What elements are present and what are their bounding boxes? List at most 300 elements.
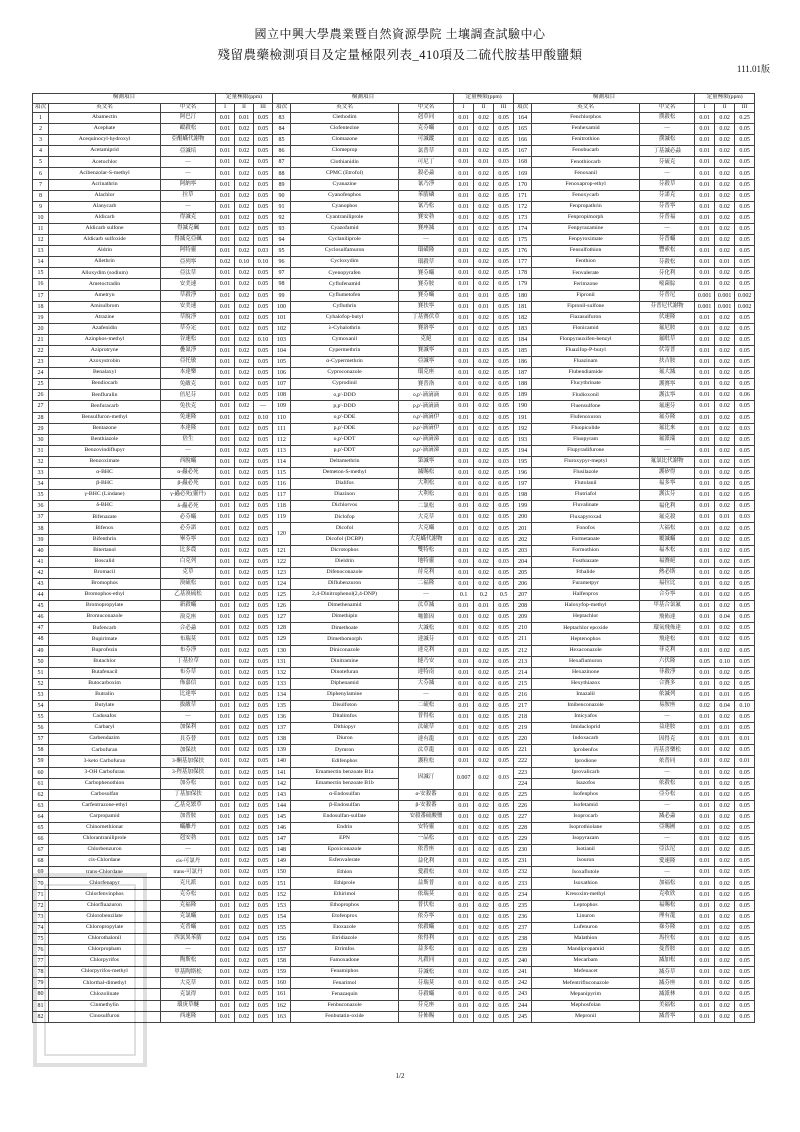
cell-chinese-name: 溴克座 [161,612,216,623]
table-row [33,634,755,645]
table-row [33,168,755,179]
cell-index: 107 [273,379,291,390]
table-row [33,734,755,745]
cell-loq: 0.01 [454,545,474,556]
cell-index: 54 [33,700,49,711]
cell-english-name: Lufenuron [532,922,640,933]
cell-loq: 0.02 [715,323,735,334]
cell-loq: 0.01 [695,190,715,201]
cell-index: 63 [33,800,49,811]
cell-loq: 0.05 [254,778,273,789]
cell-index: 117 [273,490,291,501]
table-row [33,900,755,911]
cell-loq: 0.01 [695,479,715,490]
cell-chinese-name: 布芬淨 [161,645,216,656]
cell-chinese-name: — [640,712,695,723]
cell-index: 165 [514,124,532,135]
cell-loq: 0.05 [494,612,514,623]
cell-chinese-name: 氟速芬 [640,401,695,412]
cell-loq: 0.01 [216,767,235,778]
cell-index: 138 [273,734,291,745]
cell-loq: 0.01 [454,867,474,878]
cell-english-name: Ametoctradin [49,279,161,290]
cell-english-name: Mepronil [532,1011,640,1022]
cell-english-name: Epoxiconazole [291,845,399,856]
cell-loq: 0.02 [715,623,735,634]
cell-chinese-name: 甲基陶斯松 [161,967,216,978]
cell-chinese-name: 福賽絕 [640,556,695,567]
cell-loq: 0.02 [715,978,735,989]
cell-index: 214 [514,667,532,678]
cell-english-name: Fenitrothion [532,135,640,146]
cell-index: 148 [273,845,291,856]
cell-chinese-name: 免敵克 [161,379,216,390]
cell-chinese-name: 依普座 [399,845,454,856]
cell-index: 136 [273,712,291,723]
cell-loq: 0.05 [494,834,514,845]
cell-index: 84 [273,124,291,135]
cell-loq: 0.02 [474,368,494,379]
cell-index: 179 [514,279,532,290]
cell-loq: 0.01 [216,190,235,201]
cell-english-name: Imidacloprid [532,723,640,734]
cell-loq: 0.01 [454,978,474,989]
cell-loq: 0.01 [216,212,235,223]
cell-loq: 0.02 [235,301,254,312]
cell-index: 16 [33,279,49,290]
cell-loq: 0.02 [474,823,494,834]
cell-loq: 0.05 [494,634,514,645]
cell-index: 168 [514,157,532,168]
cell-loq: 0.02 [474,379,494,390]
cell-loq: 0.02 [235,545,254,556]
cell-index: 98 [273,279,291,290]
cell-loq: 0.01 [454,290,474,301]
cell-loq: 0.01 [454,146,474,157]
cell-chinese-name: 氟尼胺 [640,323,695,334]
cell-loq: 0.05 [254,700,273,711]
cell-loq: 0.02 [235,856,254,867]
cell-chinese-name: 氟比來 [640,423,695,434]
cell-index: 150 [273,867,291,878]
cell-chinese-name: 賽普洛 [399,379,454,390]
cell-index: 166 [514,135,532,146]
cell-index: 103 [273,334,291,345]
cell-loq: 0.05 [254,612,273,623]
cell-index: 64 [33,811,49,822]
cell-english-name: Isotianil [532,845,640,856]
cell-loq: 0.05 [254,290,273,301]
cell-english-name: Mepanipyrim [532,989,640,1000]
cell-english-name: Dicofol [291,523,399,534]
cell-loq: 0.02 [235,900,254,911]
cell-index: 26 [33,390,49,401]
cell-english-name: Cyflufenamid [291,279,399,290]
cell-index: 111 [273,423,291,434]
cell-loq: 0.01 [454,268,474,279]
cell-loq: 0.01 [454,789,474,800]
cell-index: 81 [33,1000,49,1011]
cell-loq: 0.05 [254,379,273,390]
cell-index: 204 [514,556,532,567]
cell-loq: 0.05 [494,235,514,246]
cell-english-name: Fenarimol [291,978,399,989]
cell-index: 211 [514,634,532,645]
cell-loq: 0.01 [454,1011,474,1022]
cell-english-name: Amisulbrom [49,301,161,312]
cell-index: 25 [33,379,49,390]
cell-loq: 0.05 [494,357,514,368]
cell-english-name: Cyclosulfamuron [291,246,399,257]
cell-loq: 0.05 [735,845,755,856]
cell-loq: 0.02 [474,235,494,246]
table-row [33,456,755,467]
cell-loq: 0.01 [216,778,235,789]
cell-loq: 0.05 [494,723,514,734]
cell-english-name: Imazalil [532,689,640,700]
cell-loq: 0.05 [735,334,755,345]
cell-loq: 0.02 [715,279,735,290]
cell-english-name: Fenpyroximate [532,235,640,246]
cell-index: 197 [514,479,532,490]
cell-loq: 0.01 [216,567,235,578]
cell-english-name: Acetamiprid [49,146,161,157]
cell-loq: 0.02 [235,700,254,711]
cell-english-name: β-BHC [49,479,161,490]
cell-chinese-name: 克芬松 [161,889,216,900]
cell-index: 60 [33,767,49,778]
cell-index: 113 [273,445,291,456]
cell-english-name: Clomazone [291,135,399,146]
cell-chinese-name: 亞汰尼 [640,845,695,856]
cell-chinese-name: 熱必斯 [640,567,695,578]
cell-loq: 0.05 [735,712,755,723]
cell-chinese-name: 氟克殺 [640,512,695,523]
cell-loq: 0.05 [494,667,514,678]
cell-index: 20 [33,323,49,334]
cell-loq: 0.02 [474,456,494,467]
cell-english-name: p,p'-DDT [291,445,399,456]
cell-loq: 0.05 [494,423,514,434]
cell-loq: 0.01 [216,712,235,723]
cell-index: 236 [514,911,532,922]
cell-loq: 0.01 [715,257,735,268]
cell-loq: 0.05 [254,601,273,612]
cell-chinese-name: — [640,834,695,845]
cell-loq: 0.10 [254,257,273,268]
cell-index: 146 [273,823,291,834]
cell-loq: 0.05 [735,235,755,246]
cell-index: 177 [514,257,532,268]
table-row [33,390,755,401]
cell-english-name: Mecarbam [532,956,640,967]
cell-loq: 0.05 [254,512,273,523]
cell-loq: 0.02 [235,867,254,878]
cell-index: 198 [514,490,532,501]
cell-loq: 0.01 [695,379,715,390]
cell-english-name: Fonofos [532,523,640,534]
cell-index: 74 [33,922,49,933]
cell-loq: 0.05 [494,978,514,989]
cell-chinese-name: — [161,157,216,168]
table-row [33,978,755,989]
cell-loq: 0.05 [494,434,514,445]
cell-chinese-name: 賽芬蟎 [399,290,454,301]
cell-loq: 0.02 [235,945,254,956]
cell-loq: 0.05 [735,945,755,956]
cell-english-name: Benalaxyl [49,368,161,379]
cell-english-name: Isouron [532,856,640,867]
cell-loq: 0.01 [454,811,474,822]
cell-loq: 0.05 [735,501,755,512]
cell-index: 68 [33,856,49,867]
cell-chinese-name: 畢芬寧 [161,534,216,545]
cell-loq: 0.01 [216,135,235,146]
cell-loq: 0.01 [216,490,235,501]
cell-loq: 0.02 [715,190,735,201]
cell-loq: 0.02 [474,1011,494,1022]
cell-loq: 0.10 [235,257,254,268]
cell-loq: 0.01 [454,578,474,589]
cell-chinese-name: 阿巴汀 [161,113,216,124]
cell-english-name: Fipronil-sulfone [532,301,640,312]
cell-english-name: Chloropropylate [49,922,161,933]
cell-loq: 0.01 [695,989,715,1000]
cell-loq: 0.001 [695,301,715,312]
cell-loq: 0.01 [216,1011,235,1022]
cell-loq: 0.05 [254,157,273,168]
cell-loq: 0.05 [735,379,755,390]
cell-loq: 0.02 [235,157,254,168]
cell-loq: 0.02 [235,922,254,933]
cell-loq: 0.05 [494,1011,514,1022]
cell-loq: 0.05 [494,212,514,223]
cell-english-name: Ethion [291,867,399,878]
cell-chinese-name: 芬殺蟎 [399,989,454,1000]
cell-loq: 0.01 [695,135,715,146]
cell-loq: 0.01 [695,312,715,323]
cell-english-name: Etoxazole [291,922,399,933]
cell-chinese-name: 芬化利 [640,268,695,279]
cell-loq: 0.05 [254,1011,273,1022]
cell-loq: 0.02 [715,889,735,900]
cell-index: 29 [33,423,49,434]
cell-index: 142 [273,778,291,789]
header-idx: 項次 [273,103,291,113]
cell-loq: 0.01 [454,246,474,257]
cell-english-name: Dichlorvos [291,501,399,512]
cell-chinese-name: 比多農 [161,545,216,556]
cell-chinese-name: 免速隆 [161,412,216,423]
cell-english-name: Demeton-S-methyl [291,468,399,479]
cell-index: 244 [514,1000,532,1011]
cell-chinese-name: 亞醌蟎代謝物 [161,135,216,146]
cell-loq: 0.02 [474,667,494,678]
cell-loq: 0.01 [216,889,235,900]
cell-chinese-name: 大克蟎代謝物 [399,534,454,545]
cell-english-name: Fenthion [532,257,640,268]
cell-loq: 0.02 [474,334,494,345]
cell-index: 10 [33,212,49,223]
cell-index: 154 [273,911,291,922]
cell-chinese-name: 芬普蟎 [640,235,695,246]
cell-chinese-name: 依得利 [399,933,454,944]
cell-index: 6 [33,168,49,179]
cell-loq: 0.05 [494,800,514,811]
cell-english-name: Acequinocyl-hydroxyl [49,135,161,146]
cell-loq: 0.02 [715,1011,735,1022]
cell-loq: 0.02 [474,390,494,401]
cell-index: 173 [514,212,532,223]
cell-english-name: Chlorfenvinphos [49,889,161,900]
cell-loq: 0.01 [695,168,715,179]
cell-chinese-name: 新殺蟎 [161,601,216,612]
cell-english-name: Chinomethionat [49,823,161,834]
cell-loq: 0.02 [695,700,715,711]
table-row [33,945,755,956]
cell-english-name: Acephate [49,124,161,135]
cell-index: 76 [33,945,49,956]
cell-chinese-name: 滅芬草 [640,967,695,978]
cell-loq: 0.01 [216,301,235,312]
cell-loq: 0.02 [235,634,254,645]
cell-index: 147 [273,834,291,845]
cell-chinese-name: 克氯蟎 [161,911,216,922]
cell-loq: 0.01 [695,789,715,800]
cell-english-name: Alloxydim (sodium) [49,268,161,279]
table-row [33,678,755,689]
cell-loq: 0.02 [474,512,494,523]
cell-index: 130 [273,645,291,656]
cell-loq: 0.01 [695,501,715,512]
cell-chinese-name: 溴硫松 [161,578,216,589]
cell-english-name: Fluopicolide [532,423,640,434]
cell-loq: 0.02 [474,1000,494,1011]
cell-loq: 0.05 [735,878,755,889]
cell-loq: 0.02 [715,556,735,567]
cell-loq: 0.02 [474,956,494,967]
cell-loq: 0.01 [454,956,474,967]
cell-loq: 0.02 [235,756,254,767]
cell-english-name: Cyprodinil [291,379,399,390]
cell-chinese-name: 滅芬座 [640,978,695,989]
cell-english-name: Allethrin [49,257,161,268]
cell-english-name: Aldicarb sulfone [49,223,161,234]
table-row [33,867,755,878]
cell-index: 97 [273,268,291,279]
cell-loq: 0.02 [474,945,494,956]
cell-chinese-name: 剋安勃 [161,834,216,845]
cell-index: 220 [514,734,532,745]
cell-loq: 0.01 [695,978,715,989]
cell-loq: 0.01 [695,634,715,645]
cell-loq: 0.05 [735,545,755,556]
cell-loq: 0.02 [715,956,735,967]
cell-loq: 0.01 [695,645,715,656]
cell-loq: 0.02 [474,789,494,800]
cell-loq: 0.02 [474,268,494,279]
header-group-label: 檢測項目 [514,94,695,104]
cell-loq: 0.05 [735,223,755,234]
cell-index: 208 [514,601,532,612]
cell-loq: 0.01 [454,700,474,711]
cell-loq: 0.01 [454,900,474,911]
cell-chinese-name: 易胺座 [640,700,695,711]
cell-loq: 0.01 [216,922,235,933]
cell-loq: 0.02 [715,212,735,223]
cell-loq: 0.01 [216,689,235,700]
cell-english-name: Carfentrazone-ethyl [49,800,161,811]
cell-loq: 0.02 [235,368,254,379]
cell-loq: 0.01 [695,878,715,889]
cell-chinese-name: 蟎離丹 [161,823,216,834]
cell-chinese-name: α-安殺番 [399,789,454,800]
cell-loq: 0.01 [695,235,715,246]
cell-loq: 0.02 [474,800,494,811]
cell-chinese-name: 芬克座 [399,1000,454,1011]
cell-loq: 0.01 [454,434,474,445]
cell-chinese-name: 大福松 [640,523,695,534]
table-row [33,212,755,223]
table-row [33,523,755,534]
cell-loq: 0.05 [735,168,755,179]
cell-index: 216 [514,689,532,700]
cell-loq: 0.01 [695,601,715,612]
cell-loq: 0.01 [216,734,235,745]
cell-index: 185 [514,345,532,356]
cell-loq: 0.05 [494,523,514,534]
cell-english-name: 2,4-Dinitrophenol(2,4-DNP) [291,590,399,601]
cell-loq: 0.02 [235,745,254,756]
cell-loq: 0.02 [235,612,254,623]
table-row [33,490,755,501]
cell-loq: 0.05 [494,401,514,412]
cell-loq: 0.01 [695,823,715,834]
cell-english-name: Difenoconazole [291,567,399,578]
cell-loq: 0.01 [695,800,715,811]
cell-loq: 0.02 [235,357,254,368]
cell-chinese-name: 貝芬替 [161,734,216,745]
cell-loq: 0.01 [216,168,235,179]
cell-loq: 0.01 [454,656,474,667]
cell-index: 2 [33,124,49,135]
cell-loq: 0.02 [235,490,254,501]
cell-index: 105 [273,357,291,368]
cell-english-name: Aldicarb [49,212,161,223]
cell-chinese-name: 氟氯比代謝物 [640,456,695,467]
cell-loq: 0.01 [454,479,474,490]
cell-loq: 0.05 [254,523,273,534]
table-row [33,933,755,944]
cell-loq: 0.05 [254,922,273,933]
page-number: 1/2 [395,1072,405,1080]
cell-loq: 0.02 [715,434,735,445]
cell-loq: 0.02 [474,423,494,434]
cell-loq: 0.01 [454,368,474,379]
cell-chinese-name: p,p'-滴滴伊 [399,423,454,434]
cell-index: 140 [273,756,291,767]
cell-english-name: Fenazaquin [291,989,399,1000]
cell-chinese-name: 加普胺 [161,811,216,822]
cell-loq: 0.05 [254,190,273,201]
cell-loq: 0.02 [235,689,254,700]
cell-english-name: Alanycarb [49,201,161,212]
cell-english-name: Ethoprophos [291,900,399,911]
cell-index: 108 [273,390,291,401]
cell-english-name: 3-OH Carbofuran [49,767,161,778]
cell-chinese-name: 達滅芬 [399,634,454,645]
cell-loq: 0.01 [454,179,474,190]
